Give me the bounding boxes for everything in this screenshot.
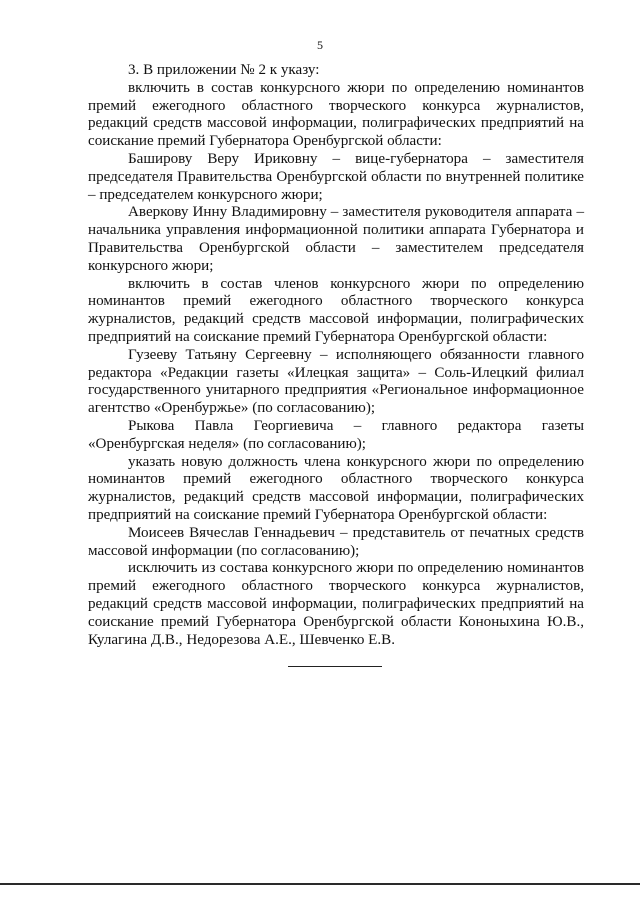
scan-bottom-edge	[0, 880, 640, 905]
document-body	[88, 62, 584, 649]
paragraph-member-rykov: Рыкова Павла Георгиевича – главного редактора газеты «Оренбургская неделя» (по согласованию);	[88, 417, 584, 452]
paragraph-jury-deputy-chair: Аверкову Инну Владимировну – заместителя руководителя аппарата – начальника управления информационной политики аппарата Губернатора и Правительства Оренбургской области – заместителем председателя конкурсного жюри;	[88, 204, 584, 274]
paragraph-include-members: включить в состав членов конкурсного жюри по определению номинантов премий ежегодного областного творческого конкурса журналистов, редакций средств массовой информации, полиграфических предприятий на соискание премий Губернатора Оренбургской области:	[88, 275, 584, 345]
paragraph-include-jury: включить в состав конкурсного жюри по определению номинантов премий ежегодного областного творческого конкурса журналистов, редакций средств массовой информации, полиграфических предприятий на соискание премий Губернатора Оренбургской области:	[88, 79, 584, 150]
paragraph-member-guzeeva: Гузееву Татьяну Сергеевну – исполняющего обязанности главного редактора «Редакции газеты «Илецкая защита» – Соль-Илецкий филиал государственного унитарного предприятия «Региональное информационное агентство «Оренбуржье» (по согласованию);	[88, 346, 584, 417]
paragraph-appendix-heading: 3. В приложении № 2 к указу:	[128, 62, 320, 78]
paragraph-new-position: указать новую должность члена конкурсного жюри по определению номинантов премий ежегодного областного творческого конкурса журналистов, редакций средств массовой информации, полиграфических предприятий на соискание премий Губернатора Оренбургской области:	[88, 453, 584, 523]
paragraph-member-moiseev: Моисеев Вячеслав Геннадьевич – представитель от печатных средств массовой информации (по согласованию);	[88, 524, 584, 559]
end-separator-line	[288, 666, 382, 667]
paragraph-jury-chair: Баширову Веру Ириковну – вице-губернатора – заместителя председателя Правительства Оренбургской области по внутренней политике – председателем конкурсного жюри;	[88, 150, 584, 203]
page-number: 5	[317, 38, 323, 52]
paragraph-exclude-members: исключить из состава конкурсного жюри по определению номинантов премий ежегодного областного творческого конкурса журналистов, редакций средств массовой информации, полиграфических предприятий на соискание премий Губернатора Оренбургской области Кононыхина Ю.В., Кулагина Д.В., Недорезова А.Е., Шевченко Е.В.	[88, 560, 584, 648]
